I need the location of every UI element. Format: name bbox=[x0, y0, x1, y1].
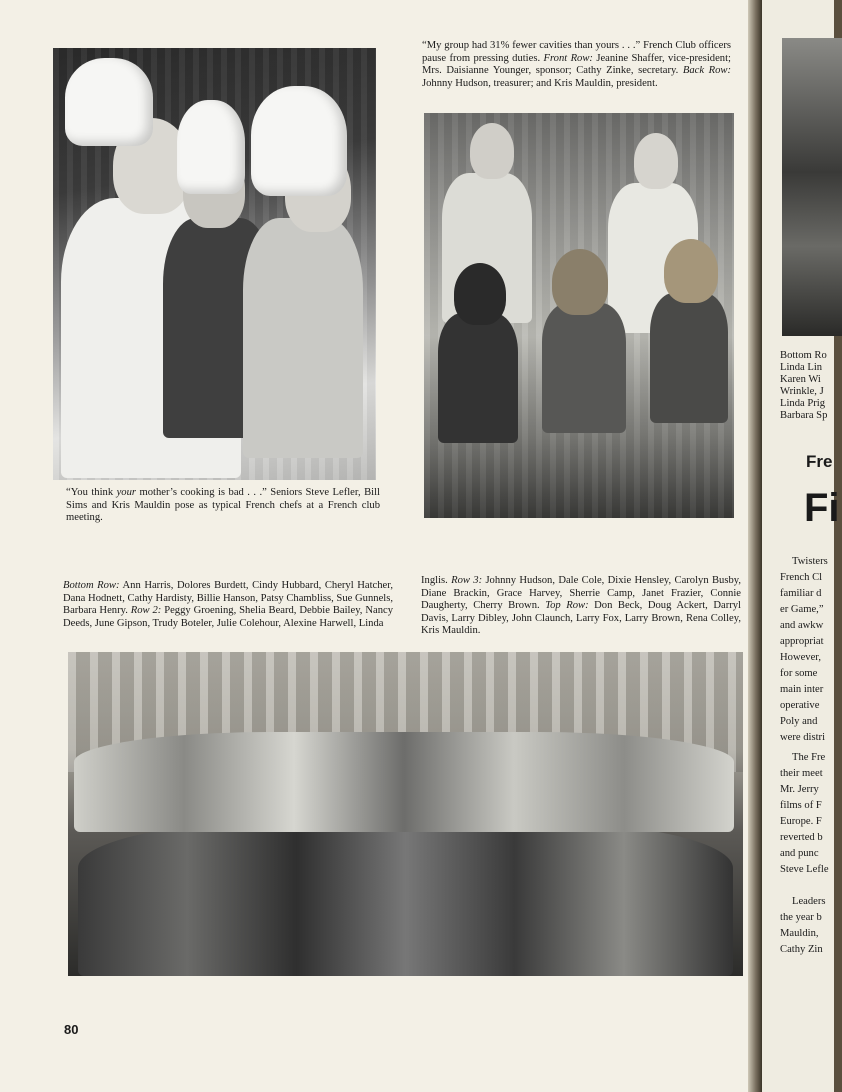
officers-front-names: Jeanine Shaffer, vice-president; Mrs. Daisianne Younger, sponsor; Cathy Zinke, secretary. bbox=[422, 52, 731, 77]
officers-caption bbox=[422, 40, 731, 90]
top-row-names: Don Beck, Doug Ackert, Darryl Davis, Larry Dibley, John Claunch, Larry Fox, Larry Brown, Rena Colley, Kris Mauldin. bbox=[421, 600, 741, 637]
row3-names: Johnny Hudson, Dale Cole, Dixie Hensley, Carolyn Busby, Diane Brackin, Grace Harvey, Sherrie Camp, Janet Frazier, Connie Daugherty, Cherry Brown. bbox=[421, 575, 741, 612]
facing-caption-line: Karen Wi bbox=[780, 374, 821, 385]
facing-body-line: Mauldin, bbox=[780, 928, 819, 939]
facing-body-line: Poly and bbox=[780, 716, 818, 727]
officers-photo bbox=[424, 113, 734, 518]
facing-caption-line: Linda Lin bbox=[780, 362, 823, 373]
facing-body-line: reverted b bbox=[780, 832, 823, 843]
facing-body-line: However, bbox=[780, 652, 822, 663]
chefs-caption-pre: “You think bbox=[66, 487, 117, 498]
facing-body-line: main inter bbox=[780, 684, 824, 695]
facing-body-line: operative bbox=[780, 700, 820, 711]
chefs-caption-post: mother’s cooking is bad . . .” Seniors Steve Lefler, Bill Sims and Kris Mauldin pose as typical French chefs at a French club meeting. bbox=[66, 487, 380, 524]
facing-body-line: and punc bbox=[780, 848, 819, 859]
facing-body-line: er Game,” bbox=[780, 604, 824, 615]
facing-body-line: The Fre bbox=[792, 752, 826, 763]
group-caption-right bbox=[421, 575, 741, 638]
bottom-row-label: Bottom Row: bbox=[63, 580, 120, 591]
facing-page-photo bbox=[782, 38, 842, 336]
bottom-row-names: Ann Harris, Dolores Burdett, Cindy Hubbard, Cheryl Hatcher, Dana Hodnett, Cathy Hardisty, Billie Hanson, Patsy Chambliss, Sue Gunnels, Barbara Henry. bbox=[63, 580, 393, 617]
facing-body-line: films of F bbox=[780, 800, 822, 811]
group-photo bbox=[68, 652, 743, 976]
facing-body-line: Steve Lefle bbox=[780, 864, 829, 875]
row2-end: Inglis. bbox=[421, 575, 452, 586]
facing-body-line: Mr. Jerry bbox=[780, 784, 819, 795]
top-row-label: Top Row: bbox=[545, 600, 589, 612]
row2-label: Row 2: bbox=[130, 605, 162, 617]
page-number: 80 bbox=[64, 1022, 79, 1037]
chefs-caption bbox=[66, 487, 380, 525]
facing-page bbox=[762, 0, 840, 1092]
facing-body-line: Leaders bbox=[792, 896, 826, 907]
officers-back-label: Back Row: bbox=[682, 65, 731, 77]
facing-body-line: for some bbox=[780, 668, 818, 679]
book-gutter bbox=[748, 0, 762, 1092]
facing-body-line: the year b bbox=[780, 912, 822, 923]
chefs-photo bbox=[53, 48, 376, 480]
chefs-caption-italic: your bbox=[116, 487, 137, 498]
facing-caption-line: Barbara Sp bbox=[780, 410, 828, 421]
facing-body-line: French Cl bbox=[780, 572, 823, 583]
facing-body-line: Europe. F bbox=[780, 816, 822, 827]
row2-names: Peggy Groening, Shelia Beard, Debbie Bailey, Nancy Deeds, June Gipson, Trudy Boteler, Julie Colehour, Alexine Harwell, Linda bbox=[63, 605, 393, 629]
facing-body-line: Cathy Zin bbox=[780, 944, 823, 955]
facing-caption-line: Bottom Ro bbox=[780, 350, 827, 361]
facing-caption-line: Linda Prig bbox=[780, 398, 826, 409]
facing-subheading: Fre bbox=[806, 452, 833, 471]
officers-front-label: Front Row: bbox=[543, 52, 593, 64]
facing-heading: Fi bbox=[804, 486, 840, 530]
facing-body-line: were distri bbox=[780, 732, 826, 743]
facing-body-line: appropriat bbox=[780, 636, 824, 647]
facing-body-line: Twisters bbox=[792, 556, 828, 567]
officers-caption-intro: “My group had 31% fewer cavities than yours . . .” French Club officers pause from pressing duties. bbox=[422, 40, 731, 64]
group-caption-left bbox=[63, 580, 393, 630]
facing-caption-line: Wrinkle, J bbox=[780, 386, 824, 397]
facing-body-line: and awkw bbox=[780, 620, 824, 631]
facing-body-line: familiar d bbox=[780, 588, 822, 599]
facing-body-line: their meet bbox=[780, 768, 823, 779]
row3-label: Row 3: bbox=[451, 575, 483, 586]
officers-back-names: Johnny Hudson, treasurer; and Kris Mauldin, president. bbox=[422, 77, 658, 89]
